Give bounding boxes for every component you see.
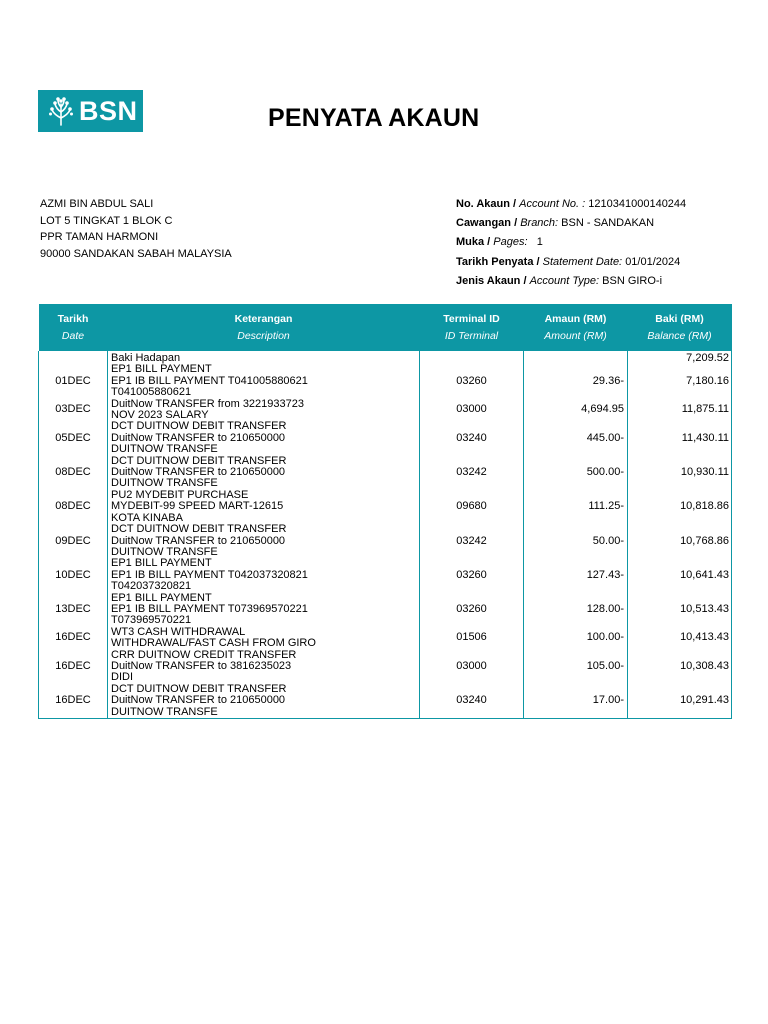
description-line: DCT DUITNOW DEBIT TRANSFER [111, 454, 287, 467]
balance-cell: 7,180.16 [628, 364, 732, 398]
field-label: Muka / [456, 236, 491, 249]
field-label: No. Akaun / [456, 198, 517, 210]
description-line: T041005880621 [111, 386, 192, 399]
terminal-cell: 03242 [420, 524, 524, 558]
date-cell: 16DEC [39, 627, 108, 650]
terminal-cell: 03260 [420, 558, 524, 592]
date-cell: 13DEC [39, 593, 108, 627]
table-row [39, 399, 732, 422]
col-header-amount: Amaun (RM) Amount (RM) [524, 304, 628, 351]
terminal-cell: 03242 [420, 456, 524, 490]
pages-row [456, 236, 686, 255]
terminal-cell: 03240 [420, 684, 524, 719]
description-cell [108, 650, 420, 684]
amount-cell: 105.00- [524, 650, 628, 684]
description-line: DuitNow TRANSFER to 3816235023 [111, 659, 292, 672]
description-cell [108, 351, 420, 364]
col-header-description: Keterangan Description [108, 304, 420, 351]
description-cell [108, 456, 420, 490]
pages-value: 1 [530, 236, 543, 249]
description-cell [108, 421, 420, 455]
amount-cell: 50.00- [524, 524, 628, 558]
amount-cell: 500.00- [524, 456, 628, 490]
page-title: PENYATA AKAUN [268, 104, 480, 132]
date-cell: 10DEC [39, 558, 108, 592]
table-row [39, 684, 732, 719]
field-label-en: Account Type: [529, 274, 600, 287]
date-cell: 05DEC [39, 421, 108, 455]
field-label: Cawangan / [456, 217, 518, 230]
table-row [39, 627, 732, 650]
description-line: DuitNow TRANSFER to 210650000 [111, 534, 286, 547]
terminal-cell [420, 351, 524, 364]
description-line: WT3 CASH WITHDRAWAL [111, 625, 246, 638]
terminal-cell: 03000 [420, 650, 524, 684]
balance-cell: 10,308.43 [628, 650, 732, 684]
col-header-balance: Baki (RM) Balance (RM) [628, 304, 732, 351]
address-line: LOT 5 TINGKAT 1 BLOK C [40, 214, 173, 227]
table-row [39, 650, 732, 684]
terminal-cell: 03000 [420, 399, 524, 422]
statement-date-row [456, 256, 686, 275]
description-line: WITHDRAWAL/FAST CASH FROM GIRO [111, 637, 316, 650]
description-cell [108, 684, 420, 719]
description-line: DIDI [111, 671, 133, 684]
description-line: DCT DUITNOW DEBIT TRANSFER [111, 420, 287, 433]
balance-cell: 10,641.43 [628, 558, 732, 592]
terminal-cell: 01506 [420, 627, 524, 650]
field-label: Tarikh Penyata / [456, 255, 540, 268]
balance-cell: 10,291.43 [628, 684, 732, 719]
description-line: DuitNow TRANSFER to 210650000 [111, 431, 286, 444]
amount-cell: 17.00- [524, 684, 628, 719]
description-cell [108, 490, 420, 524]
description-line: DUITNOW TRANSFE [111, 477, 218, 490]
description-line: DUITNOW TRANSFE [111, 545, 218, 558]
amount-cell: 100.00- [524, 627, 628, 650]
balance-cell: 11,875.11 [628, 399, 732, 422]
terminal-cell: 09680 [420, 490, 524, 524]
description-line: EP1 BILL PAYMENT [111, 591, 212, 604]
terminal-cell: 03260 [420, 593, 524, 627]
customer-address [40, 196, 232, 262]
description-line: DUITNOW TRANSFE [111, 705, 218, 718]
date-cell: 03DEC [39, 399, 108, 422]
amount-cell: 445.00- [524, 421, 628, 455]
balance-cell: 10,413.43 [628, 627, 732, 650]
balance-cell: 10,930.11 [628, 456, 732, 490]
terminal-cell: 03260 [420, 364, 524, 398]
amount-cell: 4,694.95 [524, 399, 628, 422]
amount-cell: 127.43- [524, 558, 628, 592]
balance-cell: 10,513.43 [628, 593, 732, 627]
address-line: PPR TAMAN HARMONI [40, 231, 159, 243]
account-number-value: 1210341000140244 [588, 198, 687, 210]
table-row [39, 421, 732, 455]
table-row [39, 456, 732, 490]
terminal-cell: 03240 [420, 421, 524, 455]
table-row [39, 351, 732, 364]
description-line: EP1 BILL PAYMENT [111, 363, 212, 376]
description-cell [108, 593, 420, 627]
description-line: T073969570221 [111, 614, 192, 627]
description-line: MYDEBIT-99 SPEED MART-12615 [111, 500, 284, 513]
account-info [456, 198, 686, 294]
field-label-en: Branch: [520, 217, 559, 230]
amount-cell: 111.25- [524, 490, 628, 524]
description-line: DCT DUITNOW DEBIT TRANSFER [111, 682, 287, 695]
description-line: DuitNow TRANSFER from 3221933723 [111, 397, 304, 410]
field-label: Jenis Akaun / [456, 274, 527, 287]
table-row [39, 364, 732, 398]
field-label-en: Pages: [493, 236, 528, 249]
account-type-row [456, 275, 686, 294]
date-cell: 16DEC [39, 650, 108, 684]
field-label-en: Statement Date: [542, 255, 623, 268]
logo-text: BSN [79, 95, 138, 126]
balance-cell: 10,818.86 [628, 490, 732, 524]
date-cell [39, 351, 108, 364]
tree-icon [48, 96, 74, 126]
account-type-value: BSN GIRO-i [602, 274, 663, 287]
customer-name: AZMI BIN ABDUL SALI [40, 198, 154, 210]
description-cell [108, 558, 420, 592]
description-line: EP1 IB BILL PAYMENT T042037320821 [111, 568, 308, 581]
address-line: 90000 SANDAKAN SABAH MALAYSIA [40, 247, 232, 260]
date-cell: 16DEC [39, 684, 108, 719]
amount-cell: 128.00- [524, 593, 628, 627]
balance-cell: 10,768.86 [628, 524, 732, 558]
description-line: NOV 2023 SALARY [111, 409, 209, 422]
table-row [39, 524, 732, 558]
amount-cell [524, 351, 628, 364]
field-label-en: Account No. : [519, 198, 586, 210]
balance-cell: 11,430.11 [628, 421, 732, 455]
transactions-table [38, 304, 732, 719]
description-line: DuitNow TRANSFER to 210650000 [111, 466, 286, 479]
description-cell [108, 524, 420, 558]
description-line: DCT DUITNOW DEBIT TRANSFER [111, 523, 287, 536]
description-line: CRR DUITNOW CREDIT TRANSFER [111, 648, 297, 661]
table-row [39, 593, 732, 627]
description-line: PU2 MYDEBIT PURCHASE [111, 488, 249, 501]
description-line: KOTA KINABA [111, 511, 183, 524]
description-line: EP1 BILL PAYMENT [111, 557, 212, 570]
col-header-date: Tarikh Date [39, 304, 108, 351]
table-row [39, 490, 732, 524]
col-header-terminal: Terminal ID ID Terminal [420, 304, 524, 351]
balance-cell: 7,209.52 [628, 351, 732, 364]
date-cell: 08DEC [39, 456, 108, 490]
description-cell [108, 627, 420, 650]
description-line: Baki Hadapan [111, 352, 181, 364]
table-header [39, 304, 732, 351]
date-cell: 09DEC [39, 524, 108, 558]
branch-row [456, 217, 686, 236]
table-row [39, 558, 732, 592]
date-cell: 08DEC [39, 490, 108, 524]
date-cell: 01DEC [39, 364, 108, 398]
description-line: DuitNow TRANSFER to 210650000 [111, 694, 286, 707]
bsn-logo [38, 90, 143, 132]
statement-date-value: 01/01/2024 [625, 255, 681, 268]
account-number-row [456, 198, 686, 217]
description-line: DUITNOW TRANSFE [111, 443, 218, 456]
branch-value: BSN - SANDAKAN [561, 217, 655, 230]
description-line: EP1 IB BILL PAYMENT T041005880621 [111, 374, 308, 387]
description-line: T042037320821 [111, 580, 192, 593]
description-cell [108, 399, 420, 422]
amount-cell: 29.36- [524, 364, 628, 398]
description-cell [108, 364, 420, 398]
description-line: EP1 IB BILL PAYMENT T073969570221 [111, 602, 308, 615]
